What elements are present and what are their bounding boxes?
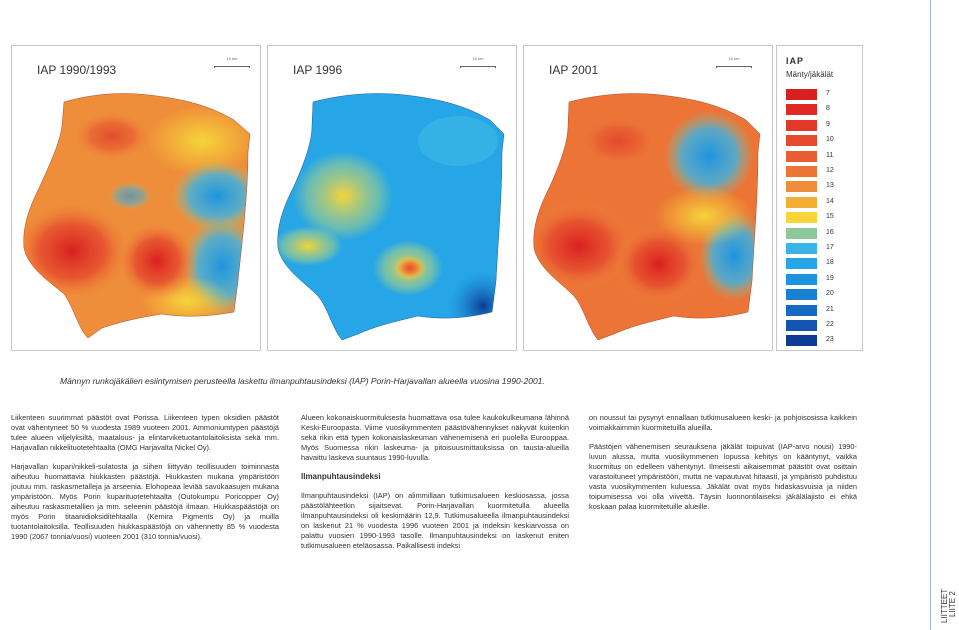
legend-item [786,166,856,178]
legend-value: 14 [826,197,834,205]
legend-item [786,89,856,101]
legend-value: 10 [826,136,834,144]
legend-swatch [786,104,817,115]
scale-label: 10 km [226,56,238,61]
legend-swatch [786,181,817,192]
legend-item [786,197,856,209]
iap-legend [776,45,863,351]
legend-value: 12 [826,167,834,174]
legend-item [786,258,856,270]
paragraph: Ilmanpuhtausindeksi (IAP) on alimmillaan tutkimusalueen keskiosassa, jossa päästölähteetkin sijaitsevat. Porin-Harjavallan kuormitetulla alueella ilmanpuhtausindeksi oli keskimäärin 12,9. Tutkimusalueella ilmanpuhtausindeksi on laskenut 21 % vuodesta 1996 vuoteen 2001 ja indeksin keskiarvossa on palattu vuosien 1990-1993 tasolle. Ilmanpuhtausindeksi on laskenut eniten tutkimusalueen eteläosassa. Paikallisesti indeksi [301,491,569,550]
paragraph: Harjavallan kupari/nikkeli-sulatosta ja siihen liittyvän teollisuuden toiminnasta aiheutuu huomattavia hiukkasten päästöjä. Hiukkasten mukana ympäristöön joutuu mm. raskasmetalleja ja arseenia. Elohopeaa leviää savukaasujen mukana ympäristöön. Myös Porin kuparituotetehtaalta (Outokumpu Poricopper Oy) aiheutuu raskasmetallien ja mm. seleenin päästöjä ilmaan. Hiukkaspäästöjä on myös Porin titaanidioksiditehtaalla (Kemira Pigments Oy) ja muilla tuotantolaitoksilla. Teollisuuden hiukkaspäästöjä on vähennetty 85 % vuodesta 1990 (2067 tonnia/vuosi) vuoteen 2001 (310 tonnia/vuosi). [11,462,279,541]
legend-swatch [786,274,817,285]
section-heading: Ilmanpuhtausindeksi [301,472,381,481]
legend-value: 7 [826,90,830,97]
text-column-2 [301,413,569,560]
legend-value: 11 [826,151,834,159]
scale-label: 10 km [472,56,484,61]
text-column-1 [11,413,279,551]
legend-swatch [786,135,817,146]
side-label-appendices: LIITTEET [940,588,949,623]
legend-swatch [786,320,817,331]
legend-swatch [786,197,817,208]
scale-label: 10 km [728,56,740,61]
legend-item [786,289,856,301]
legend-value: 17 [826,244,834,251]
legend-value: 22 [826,321,834,328]
legend-swatch [786,305,817,316]
panel-title: IAP 2001 [549,63,599,77]
legend-swatch [786,212,817,223]
legend-item [786,181,856,193]
legend-swatch [786,243,817,254]
legend-swatch [786,258,817,269]
legend-item [786,274,856,286]
legend-swatch [786,89,817,100]
legend-item [786,104,856,116]
legend-value: 20 [826,290,834,298]
map-panel-1996 [267,45,517,351]
legend-title: IAP [786,56,805,66]
legend-value: 16 [826,228,834,236]
legend-value: 23 [826,336,834,344]
paragraph: Päästöjen vähenemisen seurauksena jäkälät toipuivat (IAP-arvo nousi) 1990-luvun alussa, mutta vuosikymmenen lopussa kehitys on kääntynyt, vaikka kuormitus on edelleen vähentynyt. Ilmeisesti aikaisemmat päästöt ovat osittain varastoituneet ympäristöön, mutta ne vapautuvat hitaasti, ja ympäristö puhdistuu vasta vuosikymmenten kuluessa. Jäkälät ovat myös hidaskasvuisia ja niiden toipumisessa voi olla viivettä. Täysin luonnontilaiseksi jäkälälajisto ei ehkä koskaan palaa kuormitetuille alueille. [589,442,857,511]
legend-item [786,135,856,147]
map-panel-1990-1993 [11,45,261,351]
iap-map-1996 [268,46,518,352]
paragraph: on noussut tai pysynyt ennallaan tutkimusalueen keski- ja pohjoisosissa kaikkein voimakkaimmin kuormitetuilla alueilla. [589,413,857,432]
legend-swatch [786,228,817,239]
legend-swatch [786,335,817,346]
legend-value: 18 [826,259,834,267]
legend-value: 8 [826,105,830,113]
legend-item [786,212,856,224]
side-tab [940,575,957,625]
legend-item [786,120,856,132]
legend-item [786,335,856,347]
figure-caption: Männyn runkojäkälien esiintymisen perusteella laskettu ilmanpuhtausindeksi (IAP) Porin-Harjavallan alueella vuosina 1990-2001. [60,376,545,386]
text-column-3 [589,413,857,521]
iap-map-1990-1993 [12,46,262,352]
iap-map-2001 [524,46,774,352]
legend-value: 9 [826,120,830,128]
panel-title: IAP 1990/1993 [37,63,117,77]
legend-value: 15 [826,213,834,221]
panel-title: IAP 1996 [293,63,343,77]
legend-item [786,243,856,255]
map-panel-2001 [523,45,773,351]
legend-item [786,151,856,163]
legend-item [786,228,856,240]
legend-value: 13 [826,182,834,190]
legend-item [786,305,856,317]
legend-swatch [786,289,817,300]
legend-value: 21 [826,305,834,313]
legend-value: 19 [826,274,834,282]
paragraph: Liikenteen suurimmat päästöt ovat Porissa. Liikenteen typen oksidien päästöt ovat vähentyneet 50 % vuodesta 1989 vuoteen 2001. Ammoniumtypen päästöjä tulee alueen viljelyksiltä, maatalous- ja elintarviketuotantolaitoksista sekä mm. Harjavallan nikkelituotetehtaalta (OMG Harjavalta Nickel Oy). [11,413,279,452]
legend-swatch [786,166,817,177]
legend-item [786,320,856,332]
paragraph: Alueen kokonaiskuormituksesta huomattava osa tulee kaukokulkeumana lähinnä Keski-Euroopasta. Viime vuosikymmenten päästövähennykset näkyvät kuitenkin sekä rikin että typen kokonaislaskeuman vähenemisenä eri puolella Eurooppaa. Myös Suomessa rikin laskeuma- ja pitoisuusmittauksissa on tausta-alueilla havaittu laskeva suuntaus 1990-luvulla. [301,413,569,462]
legend-subtitle: Mänty/jäkälät [786,70,834,79]
page-edge-rule [930,0,931,630]
side-label-appendix-2: LIITE 2 [948,591,957,617]
legend-swatch [786,120,817,131]
legend-swatch [786,151,817,162]
